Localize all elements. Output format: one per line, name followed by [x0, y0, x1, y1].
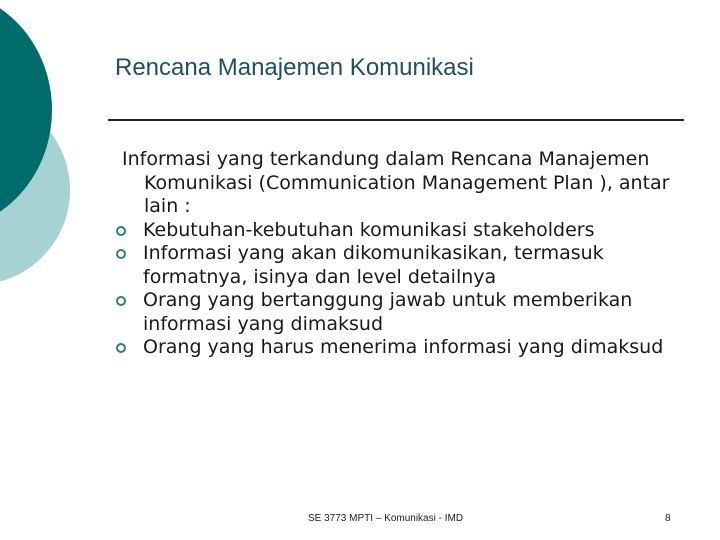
- footer-text: SE 3773 MPTI – Komunikasi - IMD: [308, 513, 464, 524]
- slide-body: [118, 148, 688, 360]
- bullet-text: Kebutuhan-kebutuhan komunikasi stakeholders: [143, 218, 595, 241]
- hollow-circle-bullet-icon: [116, 249, 126, 259]
- bullet-item: [118, 219, 688, 243]
- hollow-circle-bullet-icon: [116, 296, 126, 306]
- bullet-item: [118, 242, 688, 289]
- hollow-circle-bullet-icon: [116, 343, 126, 353]
- title-divider: [108, 119, 684, 121]
- bullet-list: [118, 219, 688, 360]
- slide-title: Rencana Manajemen Komunikasi: [115, 54, 474, 81]
- bullet-text: Orang yang bertanggung jawab untuk memberikan informasi yang dimaksud: [143, 289, 633, 335]
- bullet-text: Informasi yang akan dikomunikasikan, termasuk formatnya, isinya dan level detailnya: [143, 242, 604, 288]
- bullet-item: [118, 336, 688, 360]
- intro-paragraph: Informasi yang terkandung dalam Rencana Manajemen Komunikasi (Communication Management Plan ), antar lain :: [122, 148, 670, 217]
- bullet-item: [118, 289, 688, 336]
- bullet-text: Orang yang harus menerima informasi yang dimaksud: [143, 336, 664, 358]
- page-number: 8: [665, 513, 671, 524]
- hollow-circle-bullet-icon: [116, 226, 126, 236]
